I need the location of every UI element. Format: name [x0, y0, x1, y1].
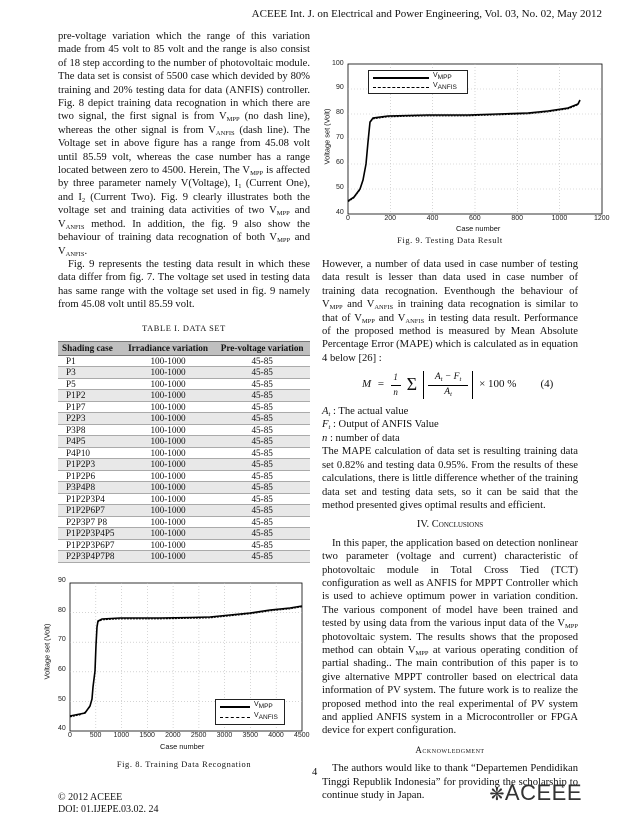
section-acknowledgment: Acknowledgment [415, 744, 485, 755]
table-row: P3 100-1000 45-85 [58, 367, 310, 379]
table-row: P1P2 100-1000 45-85 [58, 390, 310, 402]
journal-header: ACEEE Int. J. on Electrical and Power Engineering, Vol. 03, No. 02, May 2012 [251, 8, 602, 20]
fig9-xlabel: Case number [456, 224, 501, 233]
def-n: n : number of data [322, 432, 400, 444]
aceee-logo: ❋ACEEE [489, 780, 582, 805]
table-caption: TABLE I. DATA SET [142, 323, 226, 333]
right-column [322, 258, 578, 802]
def-output: $F_t$ : Output of ANFIS Value [322, 419, 439, 432]
table-row: P1P2P6P7 100-1000 45-85 [58, 505, 310, 517]
table-row: P1P2P3P4P5 100-1000 45-85 [58, 528, 310, 540]
table-row: P4P5 100-1000 45-85 [58, 436, 310, 448]
table-row: P1P2P3 100-1000 45-85 [58, 459, 310, 471]
col-header-irradiance: Irradiance variation [122, 341, 215, 355]
footer-info [58, 792, 159, 816]
page-number: 4 [312, 767, 318, 778]
fig8-plot [40, 575, 310, 755]
table-row: P1P7 100-1000 45-85 [58, 401, 310, 413]
right-paragraph-1: However, a number of data used in case number of testing data result is lesser than data used in case number of training data recognation. Eventhough the behaviour of $V_{MPP}$ and $V_{ANFIS}$ in training data recognation is similar to that of $V_{MPP}$ and $V_{ANFIS}$ in testing data result. Performance of the proposed method is measured by Mean Absolute Percentage Error (MAPE) which is calculated as in equation 4 below [26] : [322, 259, 578, 364]
fig9-legend: $V_{MPP}$ $V_{ANFIS}$ [368, 70, 468, 94]
fig8-legend: $V_{MPP}$ $V_{ANFIS}$ [215, 699, 285, 725]
mape-equation: M = 1 n Σ $A_t - F_t$ $A_t$ × 100 % (4) [362, 372, 554, 398]
table-row: P1P2P3P4 100-1000 45-85 [58, 493, 310, 505]
fig9-ylabel: Voltage set (Volt) [322, 108, 332, 165]
col-header-prevoltage: Pre-voltage variation [214, 341, 310, 355]
table-row: P2P3P7 P8 100-1000 45-85 [58, 516, 310, 528]
table-row: P1P2P6 100-1000 45-85 [58, 470, 310, 482]
logo-star-icon: ❋ [489, 784, 505, 804]
acknowledgment-paragraph: The authors would like to thank “Departemen Pendidikan Tinggi Republik Indonesia” for providing the scholarship to continue study in Japan. [322, 763, 578, 802]
table-row: P2P3 100-1000 45-85 [58, 413, 310, 425]
left-paragraph-2: Fig. 9 represents the testing data result in which these data differ from fig. 7. The voltage set used in testing data has same range with the voltage set used in fig. 9 namely from 45.08 volt until 85.59 volt. [58, 258, 310, 311]
left-column [58, 30, 310, 563]
fig9-plot [318, 60, 618, 230]
table-row: P3P4P8 100-1000 45-85 [58, 482, 310, 494]
left-paragraph-1: pre-voltage variation which the range of this variation made from 45 volt to 85 volt and the range is also consist of 18 step according to the number of photovoltaic module. The data set is consist of 5500 case which devided by 80% training and 20% testing data for data (ANFIS) controller. Fig. 8 depict training data recognation in which there are two signal, the first signal is from $V_{MPP}$ (no dash line), whereas the other signal is from $V_{ANFIS}$ (dash line). The Voltage set in above figure has a range from 45.08 volt until 85.59 volt, whereas the case number has a range located between zero to 4500. Herein, The $V_{MPP}$ is affected by three parameter namely V(Voltage), $I_1$ (Current One), and $I_2$ (Current Two). Fig. 9 clearly illustrates both the voltage set and training data activities of two $V_{MPP}$ and $V_{ANFIS}$ method. In addition, the fig. 9 also show the behaviour of training data recognation of both $V_{MPP}$ and $V_{ANFIS}$. [58, 31, 310, 258]
fig8-caption: Fig. 8. Training Data Recognation [116, 760, 252, 769]
table-row: P1 100-1000 45-85 [58, 355, 310, 367]
table-row: P4P10 100-1000 45-85 [58, 447, 310, 459]
fig8-xlabel: Case number [160, 742, 205, 751]
fig9-chart: 100 90 80 70 60 50 40 0 200 400 600 800 1000 1200 Case number Voltage set (Volt) $V_{MPP}$ $V_{ANFIS}$ [318, 60, 618, 230]
doi: DOI: 01.IJEPE.03.02. 24 [58, 804, 159, 815]
data-set-table [58, 341, 310, 563]
table-row: P2P3P4P7P8 100-1000 45-85 [58, 551, 310, 563]
conclusions-paragraph: In this paper, the application based on detection nonlinear two parameter (voltage and current) characteristic of photovoltaic module in Total Cross Tied (TCT) configuration as well as ANFIS for MPPT Controller which is used to achieve optimum power in variation condition. The various component of model have been trained and tested by using data from the various input data of the $V_{MPP}$ photovoltaic system. The results shows that the proposed method can obtain $V_{MPP}$ at various operating condition of partial shading.. The main contribution of this paper is to give alternative MPPT controller based on electrical data information of PV system. The future work is to realize the proposed method into the real experimental of PV system and applied ANFIS system in a Microcontroller or FPGA device for expert configuration. [322, 537, 578, 737]
right-paragraph-2: The MAPE calculation of data set is resulting training data set 0.82% and testing data 0.95%. From the results of these calculations, there is little difference whether of the training data set and testing data sets, so it can be said that the method presented gives optimal results and efficient. [322, 446, 578, 511]
table-row: P5 100-1000 45-85 [58, 378, 310, 390]
table-row: P3P8 100-1000 45-85 [58, 424, 310, 436]
fig9-caption: Fig. 9. Testing Data Result [397, 236, 503, 245]
copyright: © 2012 ACEEE [58, 792, 123, 803]
def-actual: $A_t$ : The actual value [322, 406, 409, 419]
table-row: P1P2P3P6P7 100-1000 45-85 [58, 539, 310, 551]
col-header-shading: Shading case [58, 341, 122, 355]
fig8-chart: 90 80 70 60 50 40 0 500 1000 1500 2000 2500 3000 3500 4000 4500 Case number Voltage set (Volt) $V_{MPP}$ $V_{ANFIS}$ [40, 575, 310, 755]
fig8-ylabel: Voltage set (Volt) [42, 623, 52, 680]
section-conclusions: IV. Conclusions [416, 519, 484, 531]
